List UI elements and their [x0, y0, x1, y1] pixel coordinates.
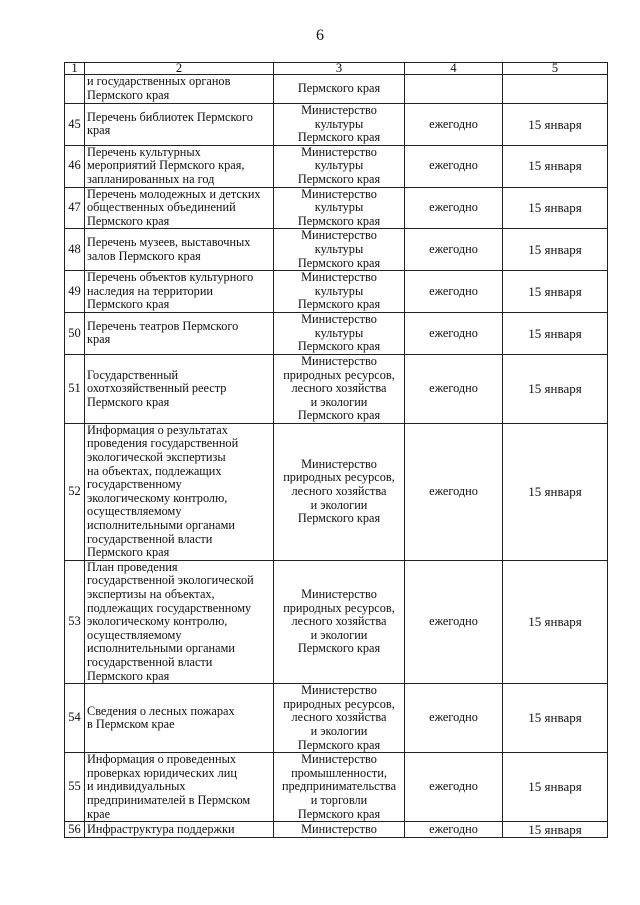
- dataset-name-cell: Государственный охотхозяйственный реестр Пермского края: [85, 354, 274, 423]
- row-number-cell: 51: [65, 354, 85, 423]
- deadline-cell: 15 января: [503, 753, 608, 822]
- deadline-cell: 15 января: [503, 271, 608, 313]
- update-frequency-cell: ежегодно: [405, 187, 503, 229]
- row-number-cell: 54: [65, 684, 85, 753]
- header-cell-1: 1: [65, 63, 85, 75]
- deadline-cell: 15 января: [503, 104, 608, 146]
- table-body: [65, 63, 608, 838]
- dataset-name-cell: Инфраструктура поддержки: [85, 822, 274, 838]
- row-number-cell: 45: [65, 104, 85, 146]
- table-row: [65, 753, 608, 822]
- responsible-organization-cell: Пермского края: [274, 75, 405, 104]
- dataset-name-cell: Перечень библиотек Пермского края: [85, 104, 274, 146]
- row-number-cell: 46: [65, 145, 85, 187]
- dataset-name-cell: Перечень молодежных и детских общественных объединений Пермского края: [85, 187, 274, 229]
- deadline-cell: 15 января: [503, 229, 608, 271]
- dataset-name-cell: и государственных органов Пермского края: [85, 75, 274, 104]
- update-frequency-cell: ежегодно: [405, 423, 503, 560]
- responsible-organization-cell: Министерство природных ресурсов, лесного хозяйства и экологии Пермского края: [274, 354, 405, 423]
- table-row: [65, 822, 608, 838]
- update-frequency-cell: ежегодно: [405, 104, 503, 146]
- update-frequency-cell: ежегодно: [405, 560, 503, 683]
- table-row: [65, 423, 608, 560]
- row-number-cell: [65, 75, 85, 104]
- header-cell-4: 4: [405, 63, 503, 75]
- deadline-cell: 15 января: [503, 354, 608, 423]
- table-row: [65, 75, 608, 104]
- table-row: [65, 187, 608, 229]
- table-row: [65, 104, 608, 146]
- responsible-organization-cell: Министерство культуры Пермского края: [274, 145, 405, 187]
- dataset-name-cell: План проведения государственной экологической экспертизы на объектах, подлежащих государственному экологическому контролю, осуществляемому исполнительными органами государственной власти Пермского края: [85, 560, 274, 683]
- dataset-name-cell: Перечень музеев, выставочных залов Пермского края: [85, 229, 274, 271]
- dataset-name-cell: Информация о результатах проведения государственной экологической экспертизы на объектах, подлежащих государственному экологическому контролю, осуществляемому исполнительными органами государственной власти Пермского края: [85, 423, 274, 560]
- dataset-name-cell: Перечень культурных мероприятий Пермского края, запланированных на год: [85, 145, 274, 187]
- deadline-cell: 15 января: [503, 145, 608, 187]
- update-frequency-cell: ежегодно: [405, 271, 503, 313]
- table-row: [65, 145, 608, 187]
- row-number-cell: 48: [65, 229, 85, 271]
- responsible-organization-cell: Министерство культуры Пермского края: [274, 271, 405, 313]
- dataset-name-cell: Информация о проведенных проверках юридических лиц и индивидуальных предпринимателей в Пермском крае: [85, 753, 274, 822]
- deadline-cell: 15 января: [503, 187, 608, 229]
- responsible-organization-cell: Министерство культуры Пермского края: [274, 229, 405, 271]
- update-frequency-cell: ежегодно: [405, 684, 503, 753]
- deadline-cell: 15 января: [503, 684, 608, 753]
- deadline-cell: 15 января: [503, 423, 608, 560]
- document-table: [64, 62, 608, 838]
- header-cell-5: 5: [503, 63, 608, 75]
- row-number-cell: 50: [65, 312, 85, 354]
- deadline-cell: 15 января: [503, 312, 608, 354]
- responsible-organization-cell: Министерство природных ресурсов, лесного хозяйства и экологии Пермского края: [274, 423, 405, 560]
- dataset-name-cell: Сведения о лесных пожарах в Пермском крае: [85, 684, 274, 753]
- row-number-cell: 56: [65, 822, 85, 838]
- table-row: [65, 354, 608, 423]
- update-frequency-cell: ежегодно: [405, 753, 503, 822]
- responsible-organization-cell: Министерство промышленности, предпринимательства и торговли Пермского края: [274, 753, 405, 822]
- update-frequency-cell: ежегодно: [405, 312, 503, 354]
- responsible-organization-cell: Министерство: [274, 822, 405, 838]
- row-number-cell: 52: [65, 423, 85, 560]
- responsible-organization-cell: Министерство культуры Пермского края: [274, 187, 405, 229]
- table-row: [65, 271, 608, 313]
- row-number-cell: 47: [65, 187, 85, 229]
- row-number-cell: 49: [65, 271, 85, 313]
- dataset-name-cell: Перечень театров Пермского края: [85, 312, 274, 354]
- update-frequency-cell: ежегодно: [405, 229, 503, 271]
- table-row: [65, 312, 608, 354]
- table-row: [65, 560, 608, 683]
- header-cell-2: 2: [85, 63, 274, 75]
- update-frequency-cell: ежегодно: [405, 822, 503, 838]
- page-number: 6: [316, 27, 324, 44]
- responsible-organization-cell: Министерство природных ресурсов, лесного хозяйства и экологии Пермского края: [274, 560, 405, 683]
- dataset-name-cell: Перечень объектов культурного наследия на территории Пермского края: [85, 271, 274, 313]
- responsible-organization-cell: Министерство природных ресурсов, лесного хозяйства и экологии Пермского края: [274, 684, 405, 753]
- deadline-cell: 15 января: [503, 822, 608, 838]
- table-header-row: [65, 63, 608, 75]
- row-number-cell: 55: [65, 753, 85, 822]
- update-frequency-cell: ежегодно: [405, 145, 503, 187]
- table-row: [65, 684, 608, 753]
- deadline-cell: 15 января: [503, 560, 608, 683]
- responsible-organization-cell: Министерство культуры Пермского края: [274, 312, 405, 354]
- responsible-organization-cell: Министерство культуры Пермского края: [274, 104, 405, 146]
- deadline-cell: [503, 75, 608, 104]
- table-row: [65, 229, 608, 271]
- update-frequency-cell: [405, 75, 503, 104]
- row-number-cell: 53: [65, 560, 85, 683]
- update-frequency-cell: ежегодно: [405, 354, 503, 423]
- header-cell-3: 3: [274, 63, 405, 75]
